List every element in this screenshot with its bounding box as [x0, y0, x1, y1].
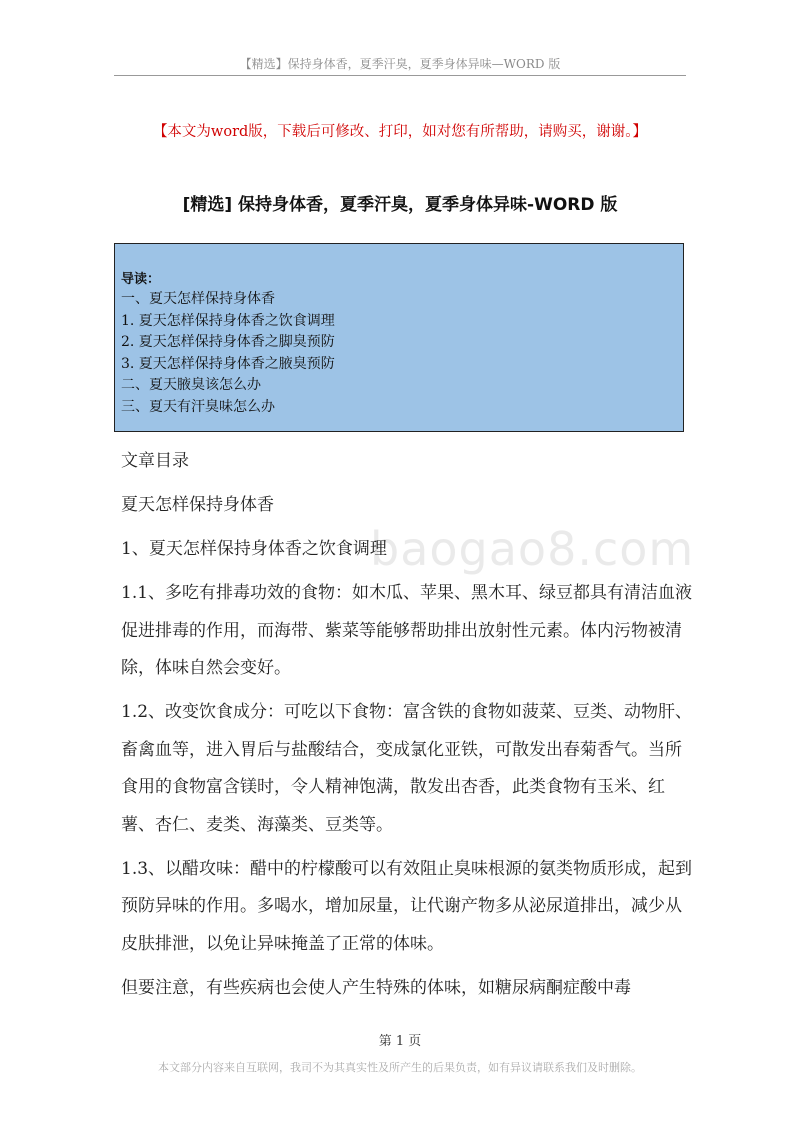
paragraph: 1.2、改变饮食成分：可吃以下食物：富含铁的食物如菠菜、豆类、动物肝、畜禽血等，进入胃后与盐酸结合，变成氯化亚铁，可散发出春菊香气。当所食用的食物富含镁时，令人精神饱满，散发出杏香，此类食物有玉米、红薯、杏仁、麦类、海藻类、豆类等。 [121, 702, 693, 835]
guide-item[interactable]: 3. 夏天怎样保持身体香之腋臭预防 [121, 355, 335, 372]
header-divider [114, 75, 686, 76]
guide-item[interactable]: 二、夏天腋臭该怎么办 [121, 377, 261, 393]
page-footer: 本文部分内容来自互联网，我司不为其真实性及所产生的后果负责，如有异议请联系我们及时删除。 [158, 1061, 642, 1074]
guide-box [114, 243, 684, 432]
paragraph: 1.3、以醋攻味：醋中的柠檬酸可以有效阻止臭味根源的氨类物质形成，起到预防异味的作用。多喝水，增加尿量，让代谢产物多从泌尿道排出，减少从皮肤排泄，以免让异味掩盖了正常的体味。 [121, 858, 693, 954]
paragraph: 1.1、多吃有排毒功效的食物：如木瓜、苹果、黑木耳、绿豆都具有清洁血液促进排毒的作用，而海带、紫菜等能够帮助排出放射性元素。体内污物被清除，体味自然会变好。 [121, 583, 693, 678]
sub-heading: 1、夏天怎样保持身体香之饮食调理 [121, 539, 387, 559]
section-heading: 夏天怎样保持身体香 [121, 495, 274, 515]
guide-item[interactable]: 1. 夏天怎样保持身体香之饮食调理 [121, 312, 335, 329]
document-title: [精选] 保持身体香，夏季汗臭，夏季身体异味-WORD 版 [182, 195, 618, 215]
article-body [121, 443, 693, 1014]
download-notice: 【本文为word版，下载后可修改、打印，如对您有所帮助，请购买，谢谢。】 [152, 124, 648, 140]
paragraph: 但要注意，有些疾病也会使人产生特殊的体味，如糖尿病酮症酸中毒 [121, 977, 631, 998]
guide-item[interactable]: 一、夏天怎样保持身体香 [121, 291, 275, 307]
page-header: 【精选】保持身体香，夏季汗臭，夏季身体异味—WORD 版 [239, 57, 561, 71]
toc-heading: 文章目录 [121, 451, 189, 471]
guide-item[interactable]: 2. 夏天怎样保持身体香之脚臭预防 [121, 334, 335, 350]
guide-title: 导读： [121, 272, 161, 287]
page-number: 第 1 页 [378, 1034, 422, 1049]
guide-item[interactable]: 三、夏天有汗臭味怎么办 [121, 398, 275, 415]
watermark: baogao8.com [370, 522, 695, 576]
